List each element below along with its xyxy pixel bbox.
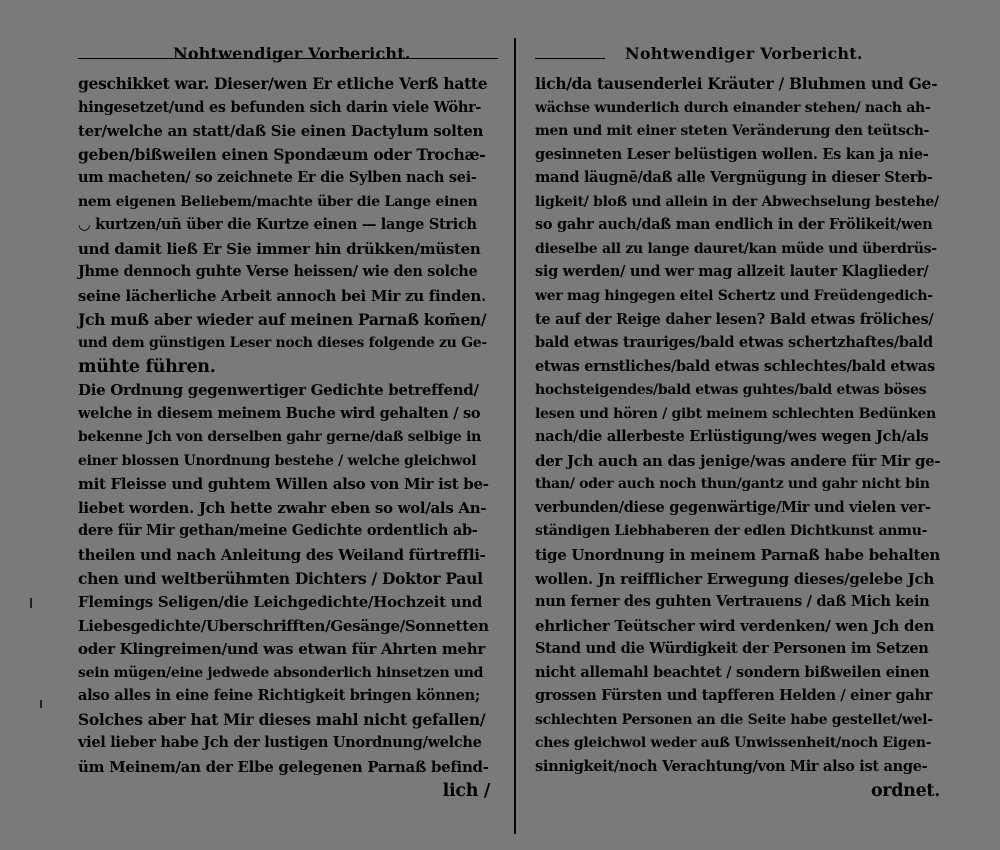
text-line: tige Unordnung in meinem Parnaß habe behalten [535,546,941,564]
text-line: Liebesgedichte/Uberschrifften/Gesänge/Sonnetten [78,616,489,635]
text-line: ches gleichwol weder auß Unwissenheit/noch Eigen- [535,735,932,752]
text-line: mand läugnē/daß alle Vergnügung in dieser Sterb- [535,169,933,187]
text-line: nicht allemahl beachtet / sondern bißweilen einen [535,663,930,681]
text-line: ter/welche an statt/daß Sie einen Dactylum solten [78,122,484,141]
text-line: gesinneten Leser belüstigen wollen. Es kan ja nie- [535,145,929,163]
text-line: ehrlicher Teütscher wird verdenken/ wen Jch den [535,616,935,635]
text-line: te auf der Reige daher lesen? Bald etwas fröliches/ [535,310,934,328]
text-line: Jhme dennoch guhte Verse heissen/ wie den solche [78,263,478,281]
text-line: bald etwas trauriges/bald etwas schertzhaftes/bald [535,334,933,352]
text-line: dieselbe all zu lange dauret/kan müde und überdrüs- [535,240,937,257]
text-line: so gahr auch/daß man endlich in der Frölikeit/wen [535,216,933,234]
text-line: sinnigkeit/noch Verachtung/von Mir also ist ange- [535,757,928,775]
scan-speck [30,598,32,608]
text-line: nem eigenen Beliebem/machte über die Lange einen [78,193,478,210]
left-head-rule [78,58,498,59]
text-line: sein mügen/eine jedwede absonderlich hinsetzen und [78,664,484,681]
text-line: lich / [442,780,490,801]
text-line: welche in diesem meinem Buche wird gehalten / so [78,404,481,422]
text-line: geschikket war. Dieser/wen Er etliche Verß hatte [78,74,488,93]
text-line: viel lieber habe Jch der lustigen Unordnung/welche [78,734,482,752]
text-line: ligkeit/ bloß und allein in der Abwechselung bestehe/ [535,193,939,210]
text-line: oder Klingreimen/und was etwan für Ahrten mehr [78,640,485,659]
right-head-rule [535,58,605,59]
text-line: hingesetzet/und es befunden sich darin viele Wöhr- [78,98,482,116]
text-line: wollen. Jn reifflicher Erwegung dieses/gelebe Jch [535,569,934,588]
text-line: wer mag hingegen eitel Schertz und Freüdengedich- [535,287,933,304]
text-line: mit Fleisse und guhtem Willen also von Mir ist be- [78,475,489,494]
book-gutter-line [514,38,516,834]
text-line: ◡ kurtzen/un̄ über die Kurtze einen — lange Strich [78,216,477,234]
text-line: der Jch auch an das jenige/was andere für Mir ge- [535,451,941,470]
text-line: üm Meinem/an der Elbe gelegenen Parnaß befind- [78,757,489,776]
right-running-head: Nohtwendiger Vorbericht. [625,44,863,63]
text-line: hochsteigendes/bald etwas guhtes/bald etwas böses [535,382,927,399]
text-line: sig werden/ und wer mag allzeit lauter Klaglieder/ [535,263,929,281]
text-line: bekenne Jch von derselben gahr gerne/daß selbige in [78,429,482,446]
text-line: einer blossen Unordnung bestehe / welche gleichwol [78,452,477,469]
text-line: theilen und nach Anleitung des Weiland fürtreffli- [78,546,486,564]
left-running-head: Nohtwendiger Vorbericht. [173,44,411,63]
text-line: nach/die allerbeste Erlüstigung/wes wegen Jch/als [535,428,929,446]
text-line: etwas ernstliches/bald etwas schlechtes/bald etwas [535,357,935,375]
text-line: chen und weltberühmten Dichters / Doktor Paul [78,568,483,588]
text-line: Solches aber hat Mir dieses mahl nicht gefallen/ [78,709,486,729]
text-line: und damit ließ Er Sie immer hin drükken/müsten [78,239,481,258]
text-line: verbunden/diese gegenwärtige/Mir und vielen ver- [535,498,931,516]
text-line: Stand und die Würdigkeit der Personen im Setzen [535,640,929,658]
text-line: nun ferner des guhten Vertrauens / daß Mich kein [535,593,930,611]
text-line: Die Ordnung gegenwertiger Gedichte betreffend/ [78,381,479,400]
text-line: lesen und hören / gibt meinem schlechten Bedünken [535,405,936,422]
text-line: und dem günstigen Leser noch dieses folgende zu Ge- [78,335,487,352]
text-line: ständigen Liebhaberen der edlen Dichtkunst anmu- [535,523,928,540]
text-line: liebet worden. Jch hette zwahr eben so wol/als An- [78,498,487,517]
text-line: Flemings Seligen/die Leichgedichte/Hochzeit und [78,593,483,612]
text-line: lich/da tausenderlei Kräuter / Bluhmen und Ge- [535,74,938,93]
text-line: schlechten Personen an die Seite habe gestellet/wel- [535,711,933,728]
scan-speck [40,700,42,708]
text-line: ordnet. [870,780,940,801]
text-line: grossen Fürsten und tapfferen Helden / einer gahr [535,687,933,705]
text-line: seine lächerliche Arbeit annoch bei Mir zu finden. [78,286,486,305]
text-line: also alles in eine feine Richtigkeit bringen können; [78,687,480,705]
text-line: um macheten/ so zeichnete Er die Sylben nach sei- [78,169,477,187]
text-line: dere für Mir gethan/meine Gedichte ordentlich ab- [78,522,478,540]
text-line: men und mit einer steten Veränderung den teütsch- [535,123,930,140]
text-line: wächse wunderlich durch einander stehen/ nach ah- [535,99,931,116]
text-line: mühte führen. [78,356,216,377]
text-line: geben/bißweilen einen Spondæum oder Trochæ- [78,144,486,164]
text-line: Jch muß aber wieder auf meinen Parnaß kom̄en/ [78,309,487,329]
text-line: than/ oder auch noch thun/gantz und gahr nicht bin [535,476,930,493]
